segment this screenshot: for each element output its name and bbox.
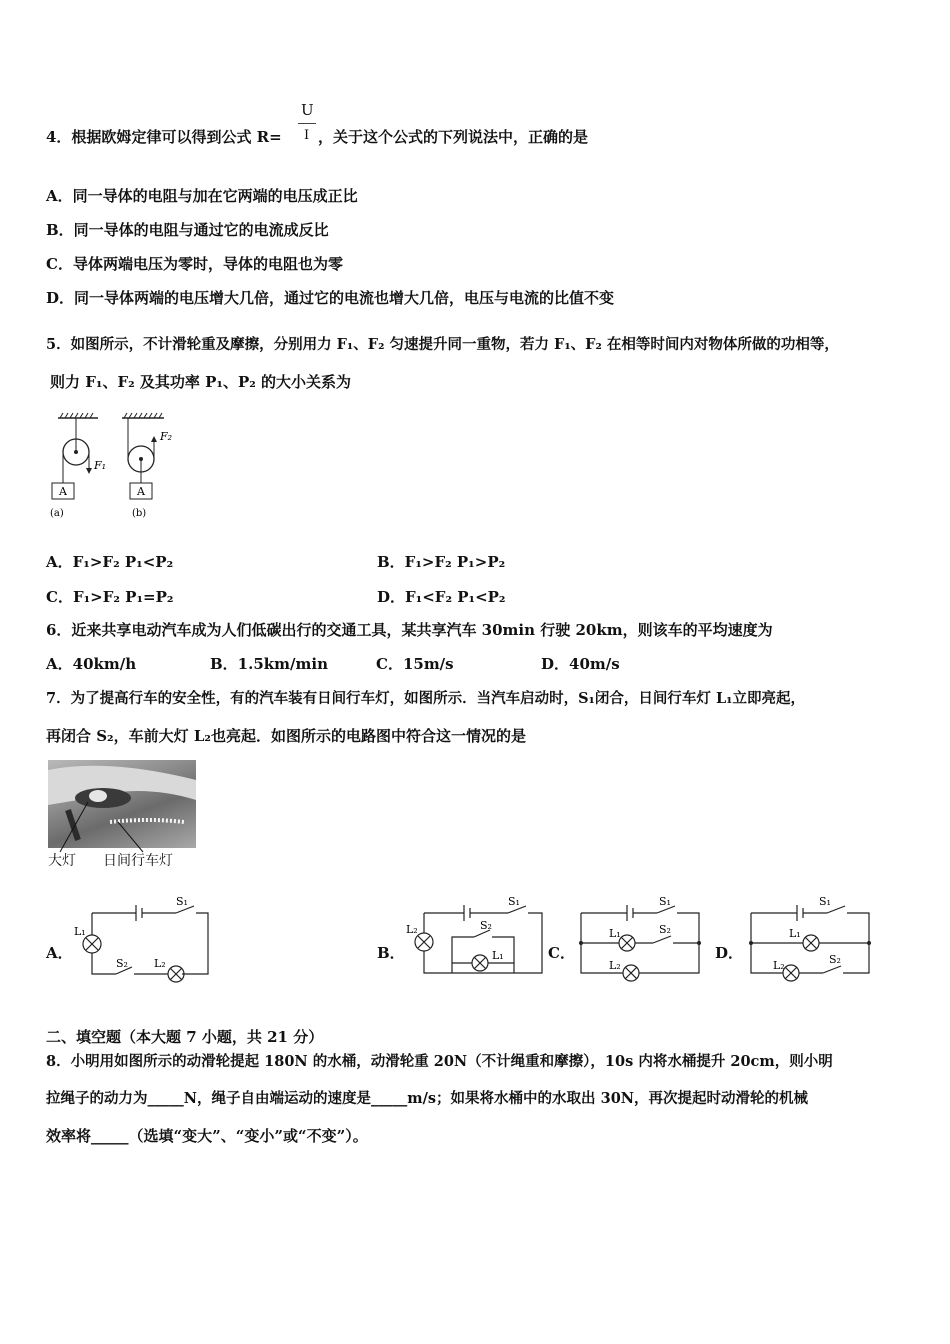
q5-option-c: C．F₁>F₂ P₁=P₂: [46, 588, 174, 606]
q7-option-b-label: B．: [377, 944, 405, 962]
q8-stem-line3: 效率将_____（选填“变大”、“变小”或“不变”）。: [46, 1127, 368, 1145]
circuit-d-l2: L₂: [773, 959, 785, 972]
fig-box-b-label: A: [137, 485, 145, 498]
q6-option-c: C．15m/s: [376, 655, 454, 673]
q4-option-c: C．导体两端电压为零时，导体的电阻也为零: [46, 255, 343, 273]
circuit-a-l1: L₁: [74, 925, 86, 938]
circuit-d-s1: S₁: [819, 895, 831, 908]
circuit-d-diagram: [743, 893, 883, 983]
circuit-b-l1: L₁: [492, 949, 504, 962]
circuit-b-s1: S₁: [508, 895, 520, 908]
circuit-d-l1: L₁: [789, 927, 801, 940]
q6-option-a: A．40km/h: [46, 655, 137, 673]
circuit-a-l2: L₂: [154, 957, 166, 970]
q6-option-b: B．1.5km/min: [210, 655, 328, 673]
circuit-b-l2: L₂: [406, 923, 418, 936]
fig-caption-a: (a): [50, 508, 64, 519]
q5-option-b: B．F₁>F₂ P₁>P₂: [377, 553, 506, 571]
q7-option-c-label: C．: [548, 944, 575, 962]
fig-caption-b: (b): [132, 508, 147, 519]
q6-stem: 6．近来共享电动汽车成为人们低碳出行的交通工具，某共享汽车 30min 行驶 20km，则该车的平均速度为: [46, 621, 773, 639]
fig-force2-label: F₂: [160, 430, 173, 443]
q5-option-d: D．F₁<F₂ P₁<P₂: [377, 588, 506, 606]
q5-option-a: A．F₁>F₂ P₁<P₂: [46, 553, 174, 571]
q4-stem-before: 4．根据欧姆定律可以得到公式 R=: [46, 128, 282, 146]
fig-force1-label: F₁: [94, 459, 107, 472]
formula-denominator: I: [304, 128, 310, 143]
pulley-diagram: [44, 412, 184, 524]
circuit-c-l2: L₂: [609, 959, 621, 972]
circuit-b-s2: S₂: [480, 919, 492, 932]
q7-stem-line1: 7．为了提高行车的安全性，有的汽车装有日间行车灯，如图所示．当汽车启动时，S₁闭合，日间行车灯 L₁立即亮起，: [46, 690, 806, 707]
formula-numerator: U: [301, 101, 314, 119]
circuit-c-l1: L₁: [609, 927, 621, 940]
circuit-a-s2: S₂: [116, 957, 128, 970]
circuit-a-diagram: [72, 895, 214, 983]
q7-option-d-label: D．: [715, 944, 744, 962]
circuit-c-s1: S₁: [659, 895, 671, 908]
circuit-c-diagram: [573, 893, 713, 983]
q4-option-d: D．同一导体两端的电压增大几倍，通过它的电流也增大几倍，电压与电流的比值不变: [46, 289, 615, 307]
q4-option-b: B．同一导体的电阻与通过它的电流成反比: [46, 221, 329, 239]
photo-caption-daytime-light: 日间行车灯: [103, 853, 173, 869]
section-2-title: 二、填空题（本大题 7 小题，共 21 分）: [46, 1028, 324, 1046]
q4-stem-after: ，关于这个公式的下列说法中，正确的是: [318, 128, 589, 146]
circuit-b-diagram: [404, 893, 554, 983]
formula-fraction-bar: [298, 123, 316, 124]
circuit-a-s1: S₁: [176, 895, 188, 908]
circuit-c-s2: S₂: [659, 923, 671, 936]
q7-option-a-label: A．: [46, 944, 73, 962]
q4-option-a: A．同一导体的电阻与加在它两端的电压成正比: [46, 187, 358, 205]
circuit-d-s2: S₂: [829, 953, 841, 966]
q5-stem-line2: 则力 F₁、F₂ 及其功率 P₁、P₂ 的大小关系为: [50, 373, 352, 391]
q7-stem-line2: 再闭合 S₂，车前大灯 L₂也亮起．如图所示的电路图中符合这一情况的是: [46, 727, 526, 745]
fig-box-a-label: A: [59, 485, 67, 498]
q6-option-d: D．40m/s: [541, 655, 620, 673]
q8-stem-line2: 拉绳子的动力为_____N，绳子自由端运动的速度是_____m/s；如果将水桶中的水取出 30N，再次提起时动滑轮的机械: [46, 1090, 809, 1107]
q5-stem-line1: 5．如图所示，不计滑轮重及摩擦，分别用力 F₁、F₂ 匀速提升同一重物，若力 F₁、F₂ 在相等时间内对物体所做的功相等，: [46, 336, 839, 353]
photo-caption-headlight: 大灯: [48, 853, 76, 869]
q8-stem-line1: 8．小明用如图所示的动滑轮提起 180N 的水桶，动滑轮重 20N（不计绳重和摩擦），10s 内将水桶提升 20cm，则小明: [46, 1053, 833, 1070]
